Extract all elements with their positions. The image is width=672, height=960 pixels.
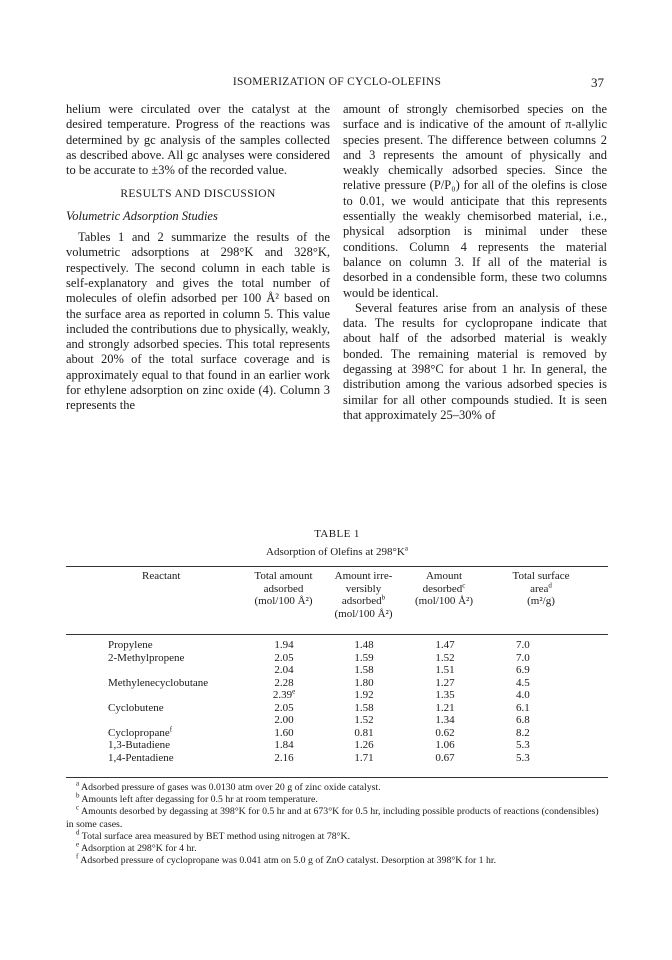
- running-title: ISOMERIZATION OF CYCLO-OLEFINS: [232, 76, 442, 88]
- header-desorbed-unit: (mol/100 Å²): [415, 595, 473, 607]
- left-column: [66, 102, 330, 414]
- left-paragraph-2: Tables 1 and 2 summarize the results of the volumetric adsorptions at 298°K and 328°K, respectively. The second column in each table is self-explanatory and gives the total number of molecules of olefin adsorbed per 100 Å² based on the surface area as reported in column 5. This value included the contributions due to physically, weakly, and strongly adsorbed species. This total represents about 20% of the total surface coverage and is approximately equal to that found in an earlier work for ethylene adsorption on zinc oxide (4). Column 3 represents the: [66, 230, 330, 413]
- right-column: [343, 102, 607, 423]
- footnote: [66, 840, 608, 855]
- cell-total: [249, 752, 319, 765]
- cell-desorbed: 1.21: [435, 701, 455, 714]
- table-footnotes: [66, 779, 608, 867]
- reactant-name: Cyclopropane: [108, 726, 170, 739]
- table-caption: [66, 546, 608, 558]
- cell-desorbed: 1.47: [435, 639, 455, 651]
- cell-total: [249, 727, 319, 740]
- footnote: [66, 828, 608, 843]
- total-value: 2.04: [274, 664, 294, 676]
- footnote: [66, 852, 608, 867]
- cell-total: [249, 739, 319, 752]
- cell-irreversible: 1.80: [354, 676, 374, 689]
- cell-irreversible: 1.59: [354, 651, 374, 664]
- cell-total: [249, 702, 319, 715]
- cell-reactant: [108, 752, 174, 765]
- table-bottom-rule: [66, 777, 608, 778]
- subheading: Volumetric Adsorption Studies: [66, 208, 218, 223]
- table-row: [66, 664, 608, 677]
- cell-area: 6.9: [516, 664, 530, 676]
- cell-desorbed: 1.34: [435, 714, 455, 726]
- header-irreversible-mark: b: [381, 593, 386, 602]
- reactant-name: 2-Methylpropene: [108, 651, 185, 664]
- cell-total: [249, 689, 319, 702]
- total-value: 1.94: [274, 639, 294, 651]
- page-header: [66, 76, 608, 92]
- cell-irreversible: 1.26: [354, 739, 374, 751]
- table-caption-text: Adsorption of Olefins at 298°K: [266, 546, 405, 558]
- footnote-mark: a: [76, 779, 80, 788]
- cell-desorbed: 1.52: [435, 651, 455, 664]
- cell-area: 7.0: [516, 639, 530, 651]
- header-surface-area-mark: d: [548, 580, 552, 589]
- header-total-adsorbed: Total amount adsorbed (mol/100 Å²): [254, 570, 313, 607]
- table-row: [66, 702, 608, 715]
- cell-area: 5.3: [516, 739, 530, 751]
- footnote-text: Adsorbed pressure of gases was 0.0130 atm over 20 g of zinc oxide catalyst.: [81, 782, 381, 793]
- cell-desorbed: 1.06: [435, 739, 455, 751]
- cell-irreversible: 1.52: [354, 714, 374, 726]
- cell-irreversible: 1.58: [354, 701, 374, 714]
- reactant-name: 1,4-Pentadiene: [108, 751, 174, 764]
- table-header-rule: [66, 634, 608, 635]
- table-row: [66, 677, 608, 690]
- cell-irreversible: 1.48: [354, 639, 374, 651]
- header-desorbed-text: Amount desorbed: [422, 570, 463, 595]
- footnote-mark: b: [76, 791, 80, 800]
- total-value: 1.60: [274, 726, 294, 739]
- footnote-mark: f: [76, 852, 79, 861]
- reactant-name: Cyclobutene: [108, 701, 164, 714]
- footnote-text: Adsorbed pressure of cyclopropane was 0.041 atm on 5.0 g of ZnO catalyst. Desorption at 398°K for 1 hr.: [80, 855, 497, 867]
- header-surface-area: [486, 570, 596, 608]
- cell-reactant: [108, 652, 184, 665]
- footnote: [66, 791, 608, 806]
- total-value: 2.05: [274, 651, 294, 664]
- header-surface-area-unit: (m²/g): [527, 595, 555, 607]
- cell-desorbed: 1.27: [435, 676, 455, 689]
- cell-desorbed: 1.51: [435, 664, 455, 676]
- cell-irreversible: 0.81: [354, 726, 374, 739]
- total-value: 2.39: [272, 689, 293, 701]
- cell-total: [249, 714, 319, 727]
- cell-area: 4.5: [516, 676, 530, 689]
- table-title: TABLE 1: [314, 528, 360, 540]
- cell-total: [249, 652, 319, 665]
- footnote-mark: e: [76, 840, 80, 849]
- table-row: [66, 724, 608, 740]
- header-desorbed-mark: c: [462, 580, 466, 589]
- total-value: 2.00: [274, 714, 294, 726]
- total-value: 1.84: [274, 739, 294, 751]
- cell-irreversible: 1.92: [354, 689, 374, 701]
- cell-area: 4.0: [516, 689, 530, 701]
- cell-reactant: [108, 702, 164, 715]
- footnote-mark: d: [76, 828, 80, 837]
- header-desorbed: [394, 570, 494, 608]
- total-value: 2.16: [274, 751, 294, 764]
- reactant-name: Methylenecyclobutane: [108, 676, 209, 689]
- footnote-text: Amounts left after degassing for 0.5 hr at room temperature.: [81, 794, 318, 806]
- left-paragraph-1: helium were circulated over the catalyst at the desired temperature. Progress of the reactions was determined by gc analysis of the samples collected as described above. All gc analyses were considered to be accurate to ±3% of the recorded value.: [66, 102, 330, 178]
- cell-desorbed: 0.62: [435, 726, 455, 739]
- reactant-name: Propylene: [108, 639, 153, 651]
- table-top-rule: [66, 566, 608, 567]
- cell-reactant: [108, 677, 208, 690]
- table-row: [66, 689, 608, 702]
- table-body: [66, 639, 608, 764]
- cell-total: [249, 664, 319, 677]
- footnote-mark: c: [76, 804, 80, 813]
- total-value: 2.05: [274, 701, 294, 714]
- cell-desorbed: 0.67: [435, 751, 455, 764]
- total-value: 2.28: [274, 676, 294, 689]
- table-row: [66, 714, 608, 727]
- cell-total: [249, 639, 319, 652]
- reactant-name: 1,3-Butadiene: [108, 739, 171, 751]
- cell-total: [249, 677, 319, 690]
- cell-area: 6.1: [516, 701, 530, 714]
- cell-reactant: [108, 639, 153, 652]
- footnote-text: Total surface area measured by BET method using nitrogen at 78°K.: [81, 830, 351, 842]
- total-mark: e: [292, 687, 296, 696]
- footnote: [66, 779, 608, 794]
- cell-reactant: [108, 739, 170, 752]
- footnote-text: Adsorption at 298°K for 4 hr.: [81, 843, 197, 855]
- footnote: [66, 806, 608, 830]
- cell-irreversible: 1.58: [354, 664, 374, 676]
- right-paragraph-2: Several features arise from an analysis of these data. The results for cyclopropane indicate that about half of the adsorbed material is weakly bonded. The remaining material is removed by degassing at 398°C for about 1 hr. In general, the distribution among the various adsorbed species is similar for all other compounds studied. It is seen that approximately 25–30% of: [343, 300, 607, 422]
- header-irreversible-text: Amount irre- versibly adsorbed: [334, 570, 393, 607]
- header-surface-area-text: Total surface area: [512, 570, 570, 595]
- cell-desorbed: 1.35: [435, 689, 455, 701]
- cell-area: 7.0: [516, 651, 530, 664]
- table-row: [66, 639, 608, 652]
- cell-area: 5.3: [516, 751, 530, 764]
- table-row: [66, 739, 608, 752]
- table-row: [66, 752, 608, 765]
- page-number: 37: [591, 75, 604, 90]
- table-header: [66, 570, 608, 630]
- footnote-text: Amounts desorbed by degassing at 398°K for 0.5 hr and at 673°K for 0.5 hr, including possible products of reactions (condensibles) in some cases.: [66, 806, 599, 830]
- header-reactant: Reactant: [142, 570, 181, 582]
- table-caption-mark: a: [404, 544, 408, 553]
- cell-area: 8.2: [516, 726, 530, 739]
- cell-reactant: [108, 724, 173, 740]
- reactant-mark: f: [169, 724, 173, 733]
- table-row: [66, 652, 608, 665]
- cell-irreversible: 1.71: [354, 751, 374, 764]
- section-heading: RESULTS AND DISCUSSION: [120, 188, 276, 201]
- right-paragraph-1: amount of strongly chemisorbed species on the surface and is indicative of the amount of π-allylic species present. The difference between columns 2 and 3 represents the amount of physically and weakly chemically adsorbed species. Since the relative pressure (P/P₀) for all of the olefins is close to 0.01, we would anticipate that this represents essentially the weakly chemisorbed material, i.e., physical adsorption is minimal under these conditions. Column 4 represents the material balance on column 3. If all of the material is desorbed in a condensible form, these two columns would be identical.: [343, 102, 607, 300]
- cell-area: 6.8: [516, 714, 530, 726]
- header-irreversible-unit: (mol/100 Å²): [334, 607, 393, 620]
